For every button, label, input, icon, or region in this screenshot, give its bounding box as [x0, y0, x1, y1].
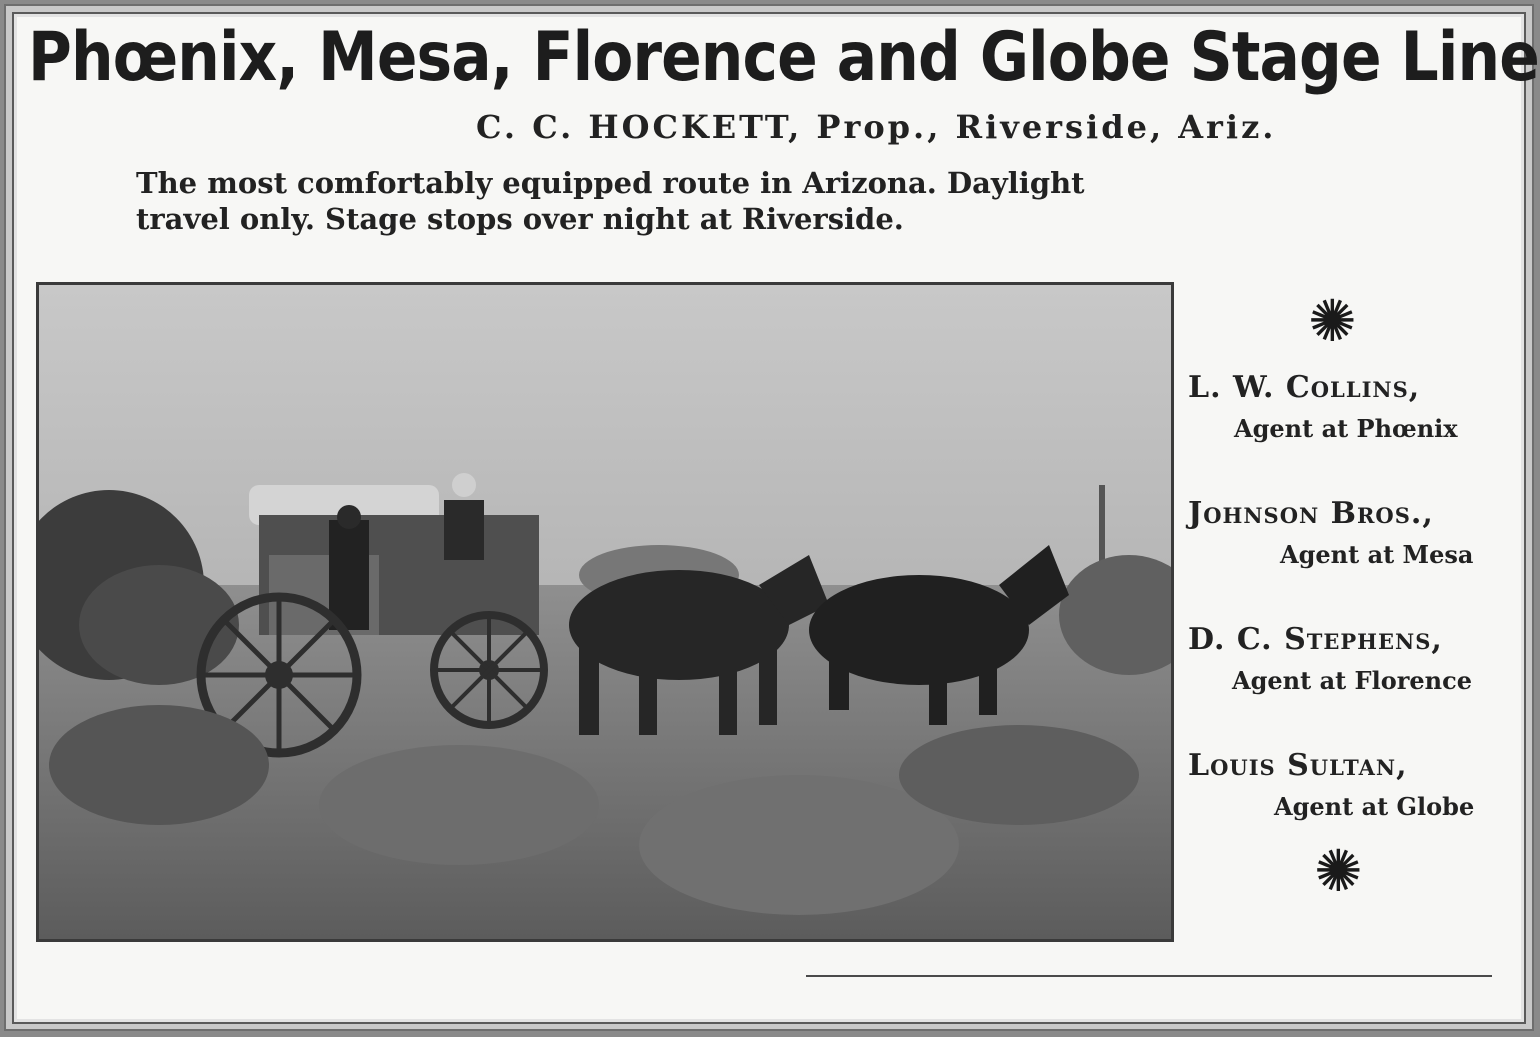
agents-column [1180, 287, 1510, 910]
flower-ornament-icon: ✺ [1308, 287, 1357, 355]
tagline-line-2: travel only. Stage stops over night at Riverside. [136, 202, 904, 236]
stagecoach-photo-image [39, 285, 1171, 939]
proprietor-line: C. C. HOCKETT, Prop., Riverside, Ariz. [476, 108, 1277, 146]
agent-name-florence: D. C. Stephens, [1188, 622, 1443, 657]
agent-name-mesa: Johnson Bros., [1188, 496, 1434, 531]
agent-name-globe: Louis Sultan, [1188, 748, 1408, 783]
stagecoach-photo [36, 282, 1174, 942]
asterisk-ornament-icon: ✺ [1314, 837, 1363, 905]
tagline [136, 165, 1196, 237]
agent-name-phoenix: L. W. Collins, [1188, 370, 1421, 405]
agent-role-globe: Agent at Globe [1274, 792, 1475, 821]
tagline-line-1: The most comfortably equipped route in Arizona. Daylight [136, 166, 1085, 200]
agent-role-mesa: Agent at Mesa [1280, 540, 1474, 569]
agent-role-phoenix: Agent at Phœnix [1234, 414, 1458, 443]
ad-title: Phœnix, Mesa, Florence and Globe Stage Line [28, 18, 1539, 97]
agent-role-florence: Agent at Florence [1232, 666, 1472, 695]
bottom-rule [806, 975, 1492, 977]
